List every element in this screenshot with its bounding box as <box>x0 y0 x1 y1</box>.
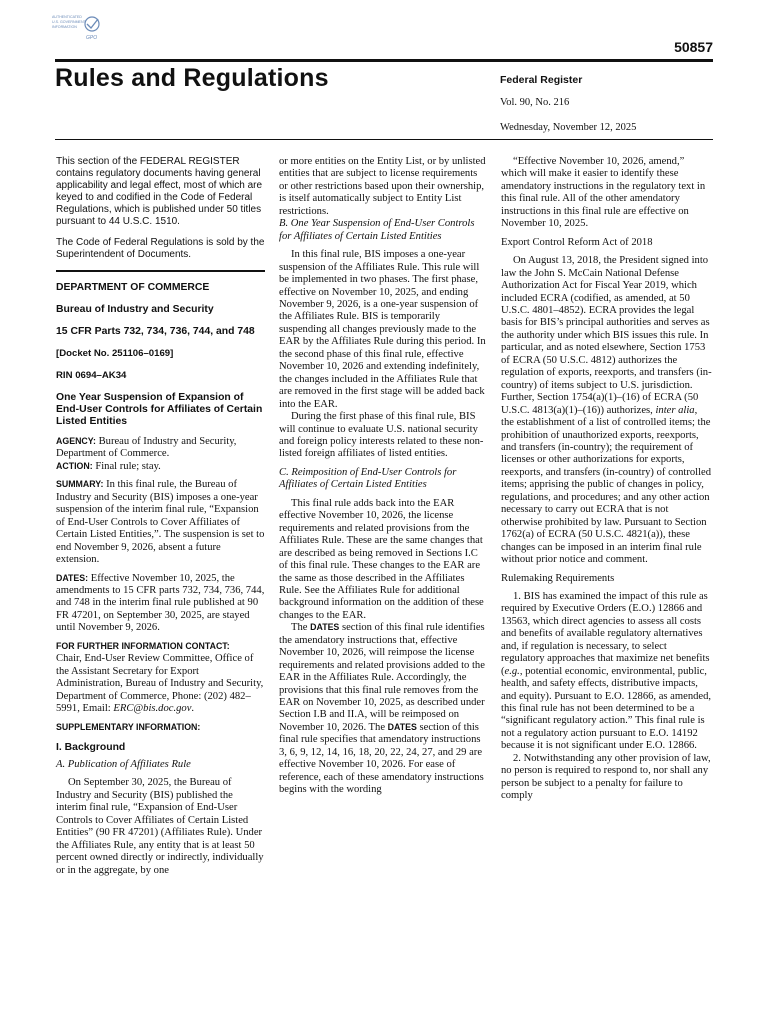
section-title: Rules and Regulations <box>55 64 329 92</box>
publication-name: Federal Register <box>500 74 583 86</box>
svg-text:GPO: GPO <box>86 35 98 41</box>
column-2 <box>279 156 488 797</box>
paragraph-a: On September 30, 2025, the Bureau of Industry and Security (BIS) published the interim final rule, “Expansion of End-User Controls to Cover Affiliates of Certain Listed Entities” (90 FR 47201) (Affiliates Rule). Under the Affiliates Rule, any entity that is at least 50 percent owned directly or indirectly, individually or in the aggregate, by one <box>56 777 264 876</box>
requirements-heading: Rulemaking Requirements <box>501 572 615 584</box>
dates-reference: DATES <box>387 721 417 732</box>
supplementary-label: SUPPLEMENTARY INFORMATION: <box>56 721 201 732</box>
issue-info <box>500 74 582 97</box>
ecra-heading: Export Control Reform Act of 2018 <box>501 236 653 248</box>
contact-email-link[interactable]: ERC@bis.doc.gov <box>113 703 192 715</box>
volume-number: Vol. 90, No. 216 <box>500 97 570 108</box>
header-rule <box>55 139 713 140</box>
paragraph-c1: This final rule adds back into the EAR effective November 10, 2026, the license requirements and related provisions from the Affiliates Rule. These are the same changes that are described as being removed in Sections I.C of this final rule. These changes to the EAR are the same as those described in the Affiliates Rule. See the Affiliates Rule for additional background information on the addition of these changes to the EAR. <box>279 497 484 621</box>
contact-value: Chair, End-User Review Committee, Office of the Assistant Secretary for Export Administration, Bureau of Industry and Security, Department of Commerce, Phone: (202) 482–5991, Email: ERC@bis.doc.gov. <box>56 653 264 715</box>
rule-title: One Year Suspension of Expansion of End-User Controls for Affiliates of Certain Listed Entities <box>56 392 263 427</box>
action-label: ACTION: <box>56 460 93 471</box>
intro-cfr-note: The Code of Federal Regulations is sold by the Superintendent of Documents. <box>56 237 265 260</box>
subheading-a: A. Publication of Affiliates Rule <box>56 758 191 770</box>
action-value: Final rule; stay. <box>95 460 161 472</box>
subheading-c: C. Reimposition of End-User Controls for Affiliates of Certain Listed Entities <box>279 466 457 491</box>
svg-text:U.S. GOVERNMENT: U.S. GOVERNMENT <box>52 20 86 24</box>
summary-label: SUMMARY: <box>56 479 104 490</box>
column-rule <box>56 270 265 272</box>
subheading-b: B. One Year Suspension of End-User Controls for Affiliates of Certain Listed Entities <box>279 218 475 242</box>
page-number: 50857 <box>674 39 713 55</box>
requirement-1: 1. BIS has examined the impact of this rule as required by Executive Orders (E.O.) 12866 and 13563, which direct agencies to assess all costs and benefits of available regulatory alternatives and, if regulation is necessary, to select regulatory approaches that maximize net benefits (e.g., potential economic, environmental, public, health, and safety effects, distributive impacts, and equity). Pursuant to E.O. 12866, as amended, this final rule has not been determined to be a “significant regulatory action.” This final rule is not a regulatory action pursuant to E.O. 14192 because it is not significant under E.O. 12866. <box>501 590 712 752</box>
continued-paragraph: “Effective November 10, 2026, amend,” which will make it easier to identify these amendatory instructions in the regulatory text in this final rule. All of the other amendatory instructions in this final rule are effective on November 10, 2025. <box>501 156 706 230</box>
ecra-paragraph: On August 13, 2018, the President signed into law the John S. McCain National Defense Authorization Act for Fiscal Year 2019, which included ECRA (codified, as amended, at 50 U.S.C. 4801–4852). ECRA provides the legal basis for BIS’s principal authorities and serves as the authority under which BIS issues this rule. In particular, and as noted elsewhere, Section 1753 of ECRA (50 U.S.C. 4812) authorizes the regulation of exports, reexports, and transfers (in-country) of items subject to U.S. jurisdiction. Further, Section 1754(a)(1)–(16) of ECRA (50 U.S.C. 4813(a)(1)–(16)) authorizes, inter alia, the establishment of a list of controlled items; the prohibition of unauthorized exports, reexports, and transfers (in-country); the requirement of licenses or other authorizations for exports, reexports, and transfers (in-country) of controlled items; apprising the public of changes in policy, regulations, and procedures; and any other action necessary to carry out ECRA that is not otherwise prohibited by law. Pursuant to Section 1762(a) of ECRA (50 U.S.C. 4821(a)), these changes can be imposed in an interim final rule without prior notice and comment. <box>501 255 712 566</box>
svg-text:AUTHENTICATED: AUTHENTICATED <box>52 15 82 19</box>
background-heading: I. Background <box>56 741 126 753</box>
dates-field <box>56 573 265 635</box>
gpo-authentication-logo <box>52 13 104 43</box>
intro-paragraph: This section of the FEDERAL REGISTER contains regulatory documents having general applicability and legal effect, most of which are keyed to and codified in the Code of Federal Regulations, which is published under 50 titles pursuant to 44 U.S.C. 1510. <box>56 156 263 227</box>
summary-value: In this final rule, the Bureau of Industry and Security (BIS) imposes a one-year suspension of the interim final rule, “Expansion of End-User Controls to Cover Affiliates of Certain Listed Entities,”. The suspension is set to end November 9, 2026, absent a future extension. <box>56 479 265 566</box>
agency-label: AGENCY: <box>56 436 96 446</box>
top-rule <box>55 59 713 62</box>
column-1 <box>56 156 265 877</box>
agency-field <box>56 436 265 461</box>
paragraph-b2: During the first phase of this final rule, BIS will continue to evaluate U.S. national security and foreign policy interests related to these non-listed foreign affiliates of listed entities. <box>279 411 484 460</box>
requirement-2: 2. Notwithstanding any other provision of law, no person is required to respond to, nor shall any person be subject to a penalty for failure to comply <box>501 752 711 802</box>
issue-meta <box>500 97 636 140</box>
svg-text:INFORMATION: INFORMATION <box>52 25 77 29</box>
rin-number: RIN 0694–AK34 <box>56 370 127 381</box>
dates-value: Effective November 10, 2025, the amendments to 15 CFR parts 732, 734, 736, 744, and 748 in the interim final rule published at 90 FR 47201, on September 30, 2025, are stayed until November 9, 2026. <box>56 572 265 634</box>
agency-value: Bureau of Industry and Security, Department of Commerce. <box>56 436 237 460</box>
dates-reference: DATES <box>310 622 340 633</box>
continued-paragraph: or more entities on the Entity List, or by unlisted entities that are subject to license requirements or other restrictions based upon their ownership, is itself automatically subject to Entity List restrictions. <box>279 156 486 217</box>
cfr-parts: 15 CFR Parts 732, 734, 736, 744, and 748 <box>56 326 255 337</box>
paragraph-c2: The DATES section of this final rule identifies the amendatory instructions that, effective November 10, 2026, will reimpose the license requirements and related provisions added to the EAR in the Affiliates Rule. Accordingly, the provisions that this final rule removes from the EAR on November 10, 2025, as described under Section I.B and II.A, will be reimposed on November 10, 2026. The DATES section of this final rule specifies that amendatory instructions 3, 6, 9, 12, 14, 16, 18, 20, 22, 24, 27, and 29 are effective November 10, 2026. For ease of reference, each of these amendatory instructions begins with the wording <box>279 622 485 796</box>
summary-field <box>56 479 265 566</box>
action-field <box>56 461 265 473</box>
contact-label: FOR FURTHER INFORMATION CONTACT: <box>56 640 230 651</box>
column-3 <box>501 156 712 803</box>
paragraph-b1: In this final rule, BIS imposes a one-year suspension of the Affiliates Rule. This rule will be implemented in two phases. The first phase, effective on November 10, 2025, and ending November 9, 2026, is a one-year suspension of the Affiliates Rule. BIS is temporarily suspending all changes previously made to the EAR by the Affiliates Rule during this period. In the second phase of this final rule, effective November 10, 2026 and extending indefinitely, the changes included in the Affiliates Rule that are removed in the first stage will be added back into the EAR. <box>279 249 486 410</box>
issue-date: Wednesday, November 12, 2025 <box>500 121 637 133</box>
agency-name: DEPARTMENT OF COMMERCE <box>56 282 210 293</box>
dates-label: DATES: <box>56 572 89 583</box>
bureau-name: Bureau of Industry and Security <box>56 304 214 315</box>
docket-number: [Docket No. 251106–0169] <box>56 348 174 359</box>
